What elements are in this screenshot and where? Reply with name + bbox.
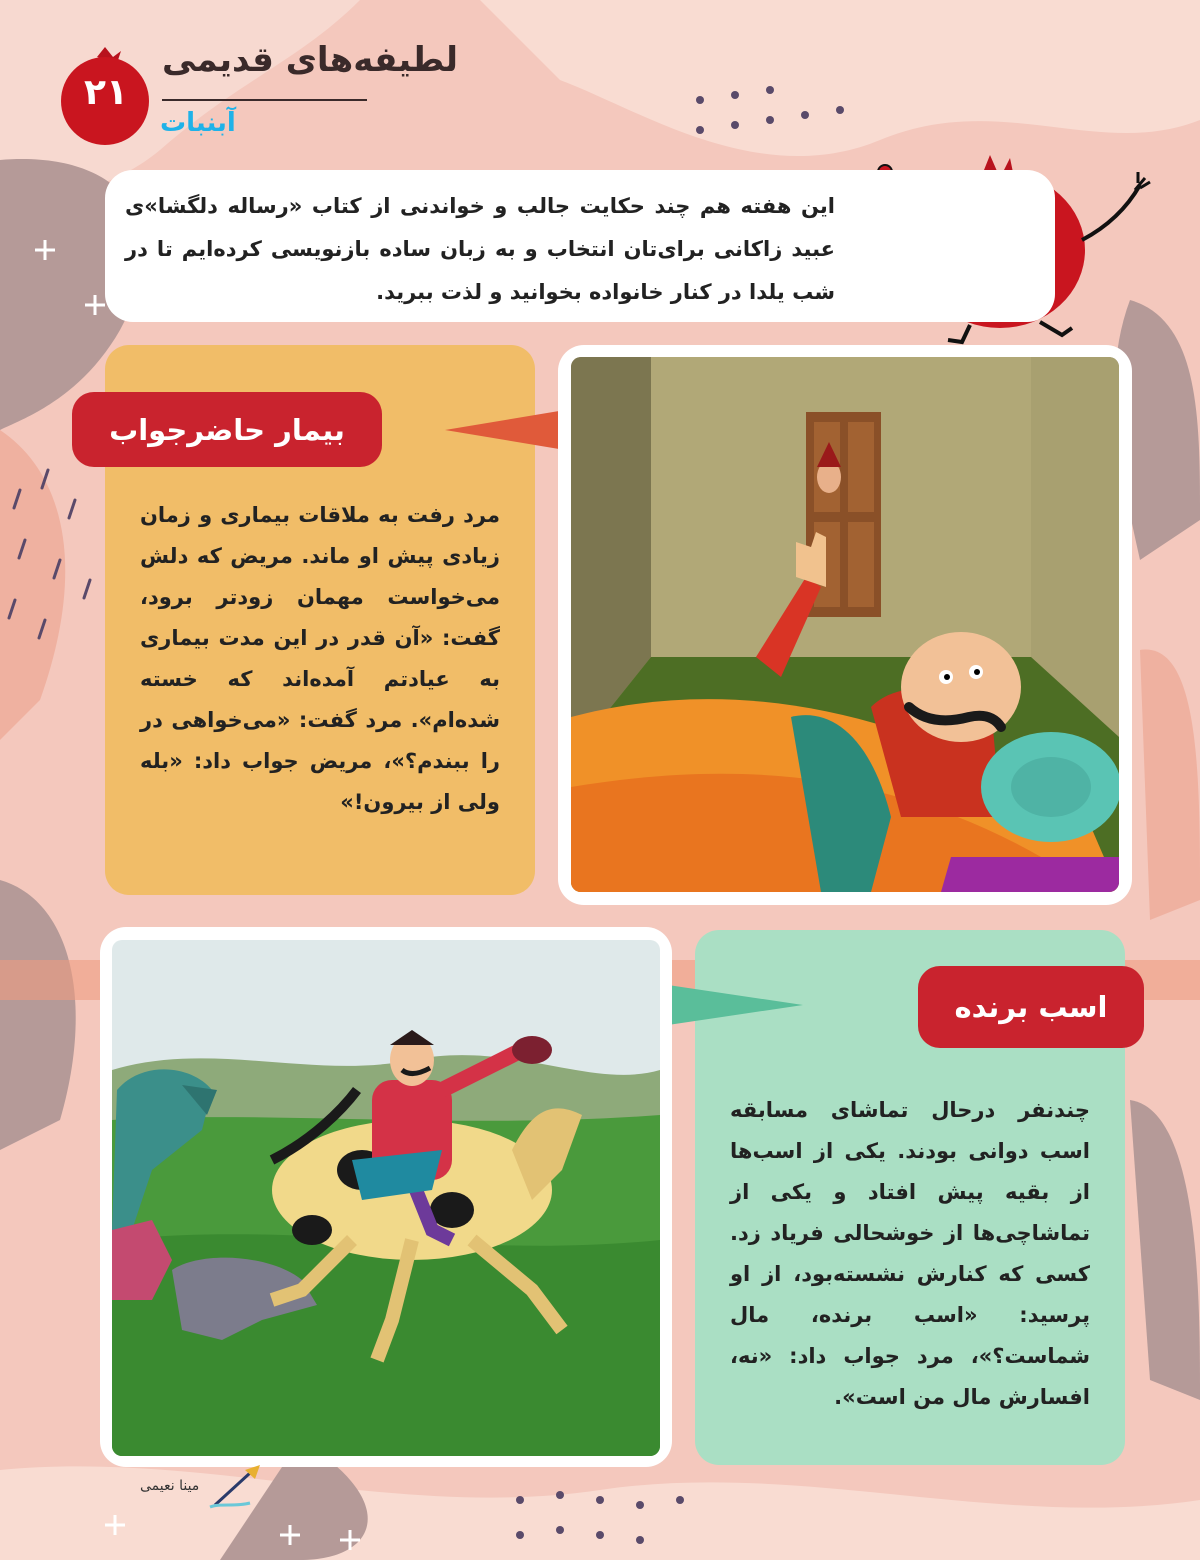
intro-text: این هفته هم چند حکایت جالب و خواندنی از کتاب «رساله دلگشا»ی عبید زاکانی برای‌تان انتخاب و به زبان ساده بازنویسی کرده‌ایم تا در شب یلدا در کنار خانواده بخوانید و لذت ببرید. [125,194,835,304]
story-title-sick-man: بیمار حاضرجواب [72,392,382,467]
paintbrush-icon [205,1465,265,1510]
section-title: لطیفه‌های قدیمی [162,40,459,80]
title-underline [162,99,367,101]
speech-pointer-1 [445,405,570,455]
speech-pointer-2 [668,980,808,1030]
sick-man-illustration [571,357,1119,892]
story-text-winning-horse: چندنفر درحال تماشای مسابقه اسب دوانی بودند. یکی از اسب‌ها از بقیه پیش افتاد و یکی از تماشاچی‌ها از خوشحالی فریاد زد. کسی که کنارش نشسته‌بود، از او پرسید: «اسب برنده، مال شماست؟»، مرد جواب داد: «نه، افسارش مال من است». [730,1098,1090,1409]
story-text-sick-man: مرد رفت به ملاقات بیماری و زمان زیادی پیش او ماند. مریض که دلش می‌خواست مهمان زودتر برود، گفت: «آن قدر در این مدت بیماری به عیادتم آمده‌اند که خسته شده‌ام». مرد گفت: «می‌خواهی در را ببندم؟»، مریض جواب داد: «بله ولی از بیرون!» [140,503,500,814]
illustrator-credit: مینا نعیمی [140,1478,200,1494]
brand-logo: آبنبات [160,108,236,138]
story-title-winning-horse: اسب برنده [918,966,1144,1048]
page-number: ۲۱ [84,72,128,113]
horse-race-illustration [112,940,660,1456]
